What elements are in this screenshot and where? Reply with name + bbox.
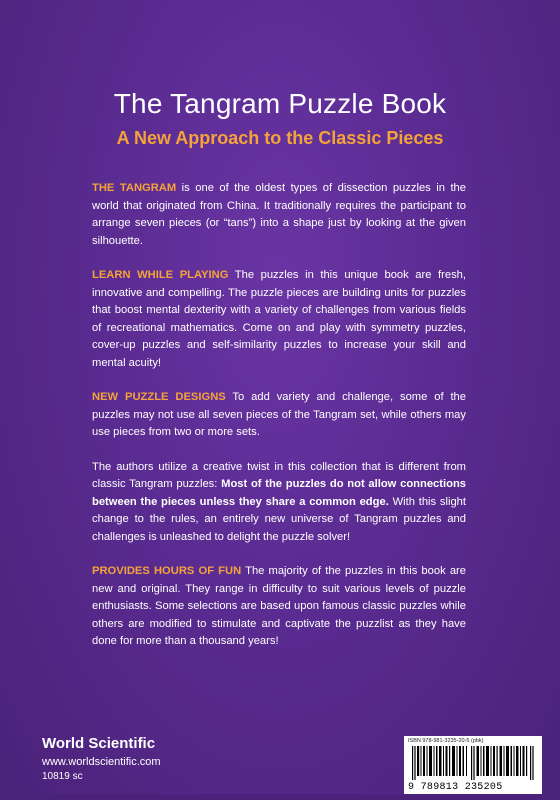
text-the-tangram: is one of the oldest types of dissection puzzles in the world that originated from China. It traditionally requires the participant to arrange seven pieces (or “tans”) into a shape just by looking at the given silhouette. xyxy=(92,182,466,247)
publisher-code: 10819 sc xyxy=(42,771,83,782)
isbn-line: ISBN 978-981-3235-20-5 (pbk) xyxy=(408,738,484,744)
publisher-block xyxy=(42,735,161,782)
text-authors-after: With this slight change to the rules, an entirely new universe of Tangram puzzles and challenges is unleashed to delight the puzzle solver! xyxy=(92,495,466,543)
bottom-band xyxy=(0,794,560,800)
book-subtitle: A New Approach to the Classic Pieces xyxy=(116,128,444,148)
text-new-puzzle-designs: To add variety and challenge, some of the puzzles may not use all seven pieces of the Tangram set, while others may use pieces from two or more sets. xyxy=(92,391,466,438)
blurb xyxy=(92,180,466,668)
barcode-bars-icon xyxy=(412,746,534,780)
publisher-url: www.worldscientific.com xyxy=(42,756,161,768)
lead-hours-of-fun: PROVIDES HOURS OF FUN xyxy=(92,565,242,577)
lead-new-puzzle-designs: NEW PUZZLE DESIGNS xyxy=(92,391,226,403)
text-authors-before: The authors utilize a creative twist in this collection that is different from classic Tangram puzzles: xyxy=(92,460,466,490)
lead-learn-while-playing: LEARN WHILE PLAYING xyxy=(92,269,229,281)
barcode-number: 9 789813 235205 xyxy=(408,782,503,793)
barcode xyxy=(404,736,542,796)
book-title: The Tangram Puzzle Book xyxy=(113,88,447,119)
paragraph-learn-while-playing xyxy=(92,267,466,372)
paragraph-the-tangram xyxy=(92,180,466,250)
text-learn-while-playing: The puzzles in this unique book are fresh, innovative and compelling. The puzzle pieces are building units for puzzles that boost mental dexterity with a variety of challenges from various fields of recreational mathematics. Come on and play with symmetry puzzles, cover-up puzzles and self-similarity puzzles to increase your skill and mental acuity! xyxy=(92,269,467,369)
paragraph-authors xyxy=(92,459,466,547)
lead-the-tangram: THE TANGRAM xyxy=(92,182,177,194)
paragraph-hours-of-fun xyxy=(92,563,466,651)
text-authors-bold: Most of the puzzles do not allow connections between the pieces unless they share a common edge. xyxy=(92,478,466,508)
text-hours-of-fun: The majority of the puzzles in this book are new and original. They range in difficulty to suit various levels of puzzle enthusiasts. Some selections are based upon famous classic puzzles while others are modified to stimulate and captivate the puzzlist as they have done for more than a thousand years! xyxy=(92,565,467,647)
paragraph-new-puzzle-designs xyxy=(92,389,466,442)
publisher-name: World Scientific xyxy=(42,735,156,752)
